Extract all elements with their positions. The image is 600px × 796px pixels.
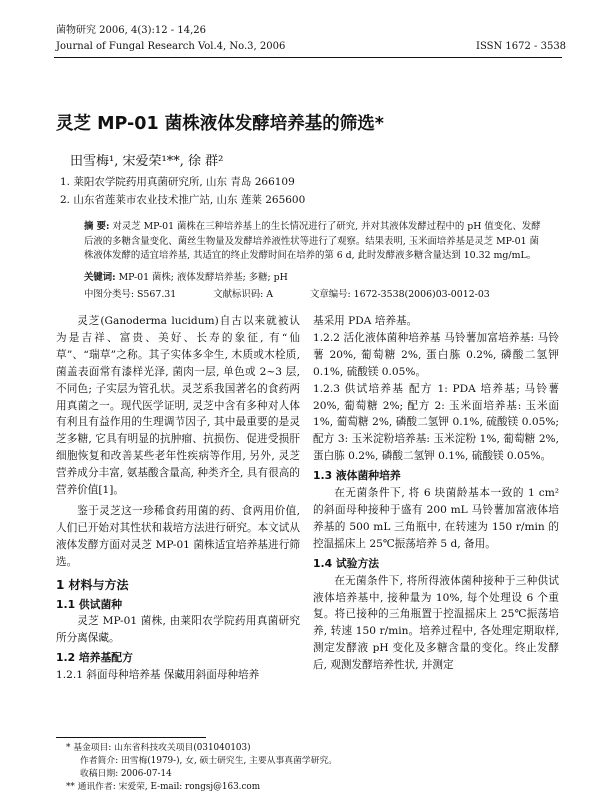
intro-paragraph-2: 鉴于灵芝这一珍稀食药用菌的药、食两用价值, 人们已开始对其性状和栽培方法进行研究。本文试从液体发酵方面对灵芝 MP-01 菌株适宜培养基进行筛选。 xyxy=(56,504,300,568)
method-paragraph: 在无菌条件下, 将所得液体菌种接种于三种供试液体培养基中, 接种量为 10%, 每个处理设 6 个重复。将已接种的三角瓶置于控温摇床上 25℃振荡培养, 转速 150 r/min。培养过程中, 各处理定期取样, 测定发酵液 pH 变化及多糖含量的变化。终止发酵后, 观测发酵培养性状, 并测定 xyxy=(313,574,559,672)
journal-issn: ISSN 1672 - 3538 xyxy=(476,41,567,52)
paper-title: 灵芝 MP-01 菌株液体发酵培养基的筛选* xyxy=(56,114,384,134)
abstract xyxy=(84,220,544,264)
abstract-label: 摘 要: xyxy=(84,221,110,232)
section-heading-1-2-1: 1.2.1 斜面母种培养基 保藏用斜面母种培养 xyxy=(56,669,260,682)
article-meta xyxy=(84,288,554,303)
clc-number: 中图分类号: S567.31 xyxy=(84,289,177,300)
journal-header-en: Journal of Fungal Research Vol.4, No.3, 2006 xyxy=(56,41,286,52)
footnote-funding: * 基金项目: 山东省科技攻关项目(031040103) xyxy=(66,743,251,753)
section-heading-1-1: 1.1 供试菌种 xyxy=(56,597,123,611)
journal-header-cn: 菌物研究 2006, 4(3):12 - 14,26 xyxy=(56,25,206,36)
section-heading-1: 1 材料与方法 xyxy=(56,577,129,592)
medium-1-2-3: 1.2.3 供试培养基 配方 1: PDA 培养基; 马铃薯 20%, 葡萄糖 2%; 配方 2: 玉米面培养基: 玉米面 1%, 葡萄糖 2%, 磷酸二氢钾 0.1%, 硫酸镁 0.05%; 配方 3: 玉米淀粉培养基: 玉米淀粉 1%, 葡萄糖 2%, 蛋白胨 0.2%, 磷酸二氢钾 0.1%, 硫酸镁 0.05%。 xyxy=(313,382,559,463)
section-heading-1-4: 1.4 试验方法 xyxy=(313,556,380,570)
right-column xyxy=(313,313,559,674)
footnote-received: 收稿日期: 2006-07-14 xyxy=(80,769,172,779)
doc-code: 文献标识码: A xyxy=(213,289,274,300)
section-heading-1-3: 1.3 液体菌种培养 xyxy=(313,469,401,483)
left-column xyxy=(56,313,300,684)
footnote-author-bio: 作者简介: 田雪梅(1979-), 女, 硕士研究生, 主要从事真菌学研究。 xyxy=(80,756,338,766)
keywords-text: MP-01 菌株; 液体发酵培养基; 多糖; pH xyxy=(118,272,288,283)
abstract-text: 对灵芝 MP-01 菌株在三种培养基上的生长情况进行了研究, 并对其液体发酵过程中的 pH 值变化、发酵后液的多糖含量变化、菌丝生物量及发酵培养液性状等进行了观察。结果表明, 玉米面培养基是灵芝 MP-01 菌株液体发酵的适宜培养基, 其适宜的终止发酵时间在培养的第 6 d, 此时发酵液多糖含量达到 10.32 mg/mL。 xyxy=(84,221,541,261)
keywords xyxy=(84,271,544,286)
right-paragraph-1: 基采用 PDA 培养基。 xyxy=(313,315,418,327)
medium-1-2-2: 1.2.2 活化液体菌种培养基 马铃薯加富培养基: 马铃薯 20%, 葡萄糖 2%, 蛋白胨 0.2%, 磷酸二氢钾 0.1%, 硫酸镁 0.05%。 xyxy=(313,331,559,378)
footnote-correspondence: ** 通讯作者: 宋爱荣, E-mail: rongsj@163.com xyxy=(66,782,261,792)
affiliation-1: 1. 莱阳农学院药用真菌研究所, 山东 青岛 266109 xyxy=(60,176,295,188)
affiliation-2: 2. 山东省莲莱市农业技术推广站, 山东 莲莱 265600 xyxy=(60,194,306,206)
authors: 田雪梅¹, 宋爱荣¹**, 徐 群² xyxy=(70,154,224,169)
intro-paragraph-1: 灵芝(Ganoderma lucidum)自古以来就被认为是吉祥、富贵、美好、长寿的象征, 有“仙草”、“瑞草”之称。其子实体多伞生, 木质或木栓质, 菌盖表面常有漆样光泽, 菌肉一层, 单色或 2~3 层, 不同色; 子实层为管孔状。灵芝系我国著名的食药两用真菌之一。现代医学证明, 灵芝中含有多种对人体有利且有益作用的生理调节因子, 其中最重要的是灵芝多糖, 它具有明显的抗肿瘤、抗损伤、促进受损肝细胞恢复和改善某些老年性疾病等作用, 另外, 灵芝营养成分丰富, 氨基酸含量高, 种类齐全, 具有很高的营养价值[1]。 xyxy=(56,315,300,497)
article-number: 文章编号: 1672-3538(2006)03-0012-03 xyxy=(310,289,490,300)
strain-paragraph: 灵芝 MP-01 菌株, 由莱阳农学院药用真菌研究所分离保藏。 xyxy=(56,615,300,645)
keywords-label: 关键词: xyxy=(84,272,116,283)
culture-paragraph: 在无菌条件下, 将 6 块菌龄基本一致的 1 cm² 的斜面母种接种于盛有 200 mL 马铃薯加富液体培养基的 500 mL 三角瓶中, 在转速为 150 r/min 的控温摇床上 25℃振荡培养 5 d, 备用。 xyxy=(313,487,559,550)
header-rule xyxy=(54,57,562,58)
section-heading-1-2: 1.2 培养基配方 xyxy=(56,651,133,665)
footnote-rule xyxy=(56,737,206,738)
